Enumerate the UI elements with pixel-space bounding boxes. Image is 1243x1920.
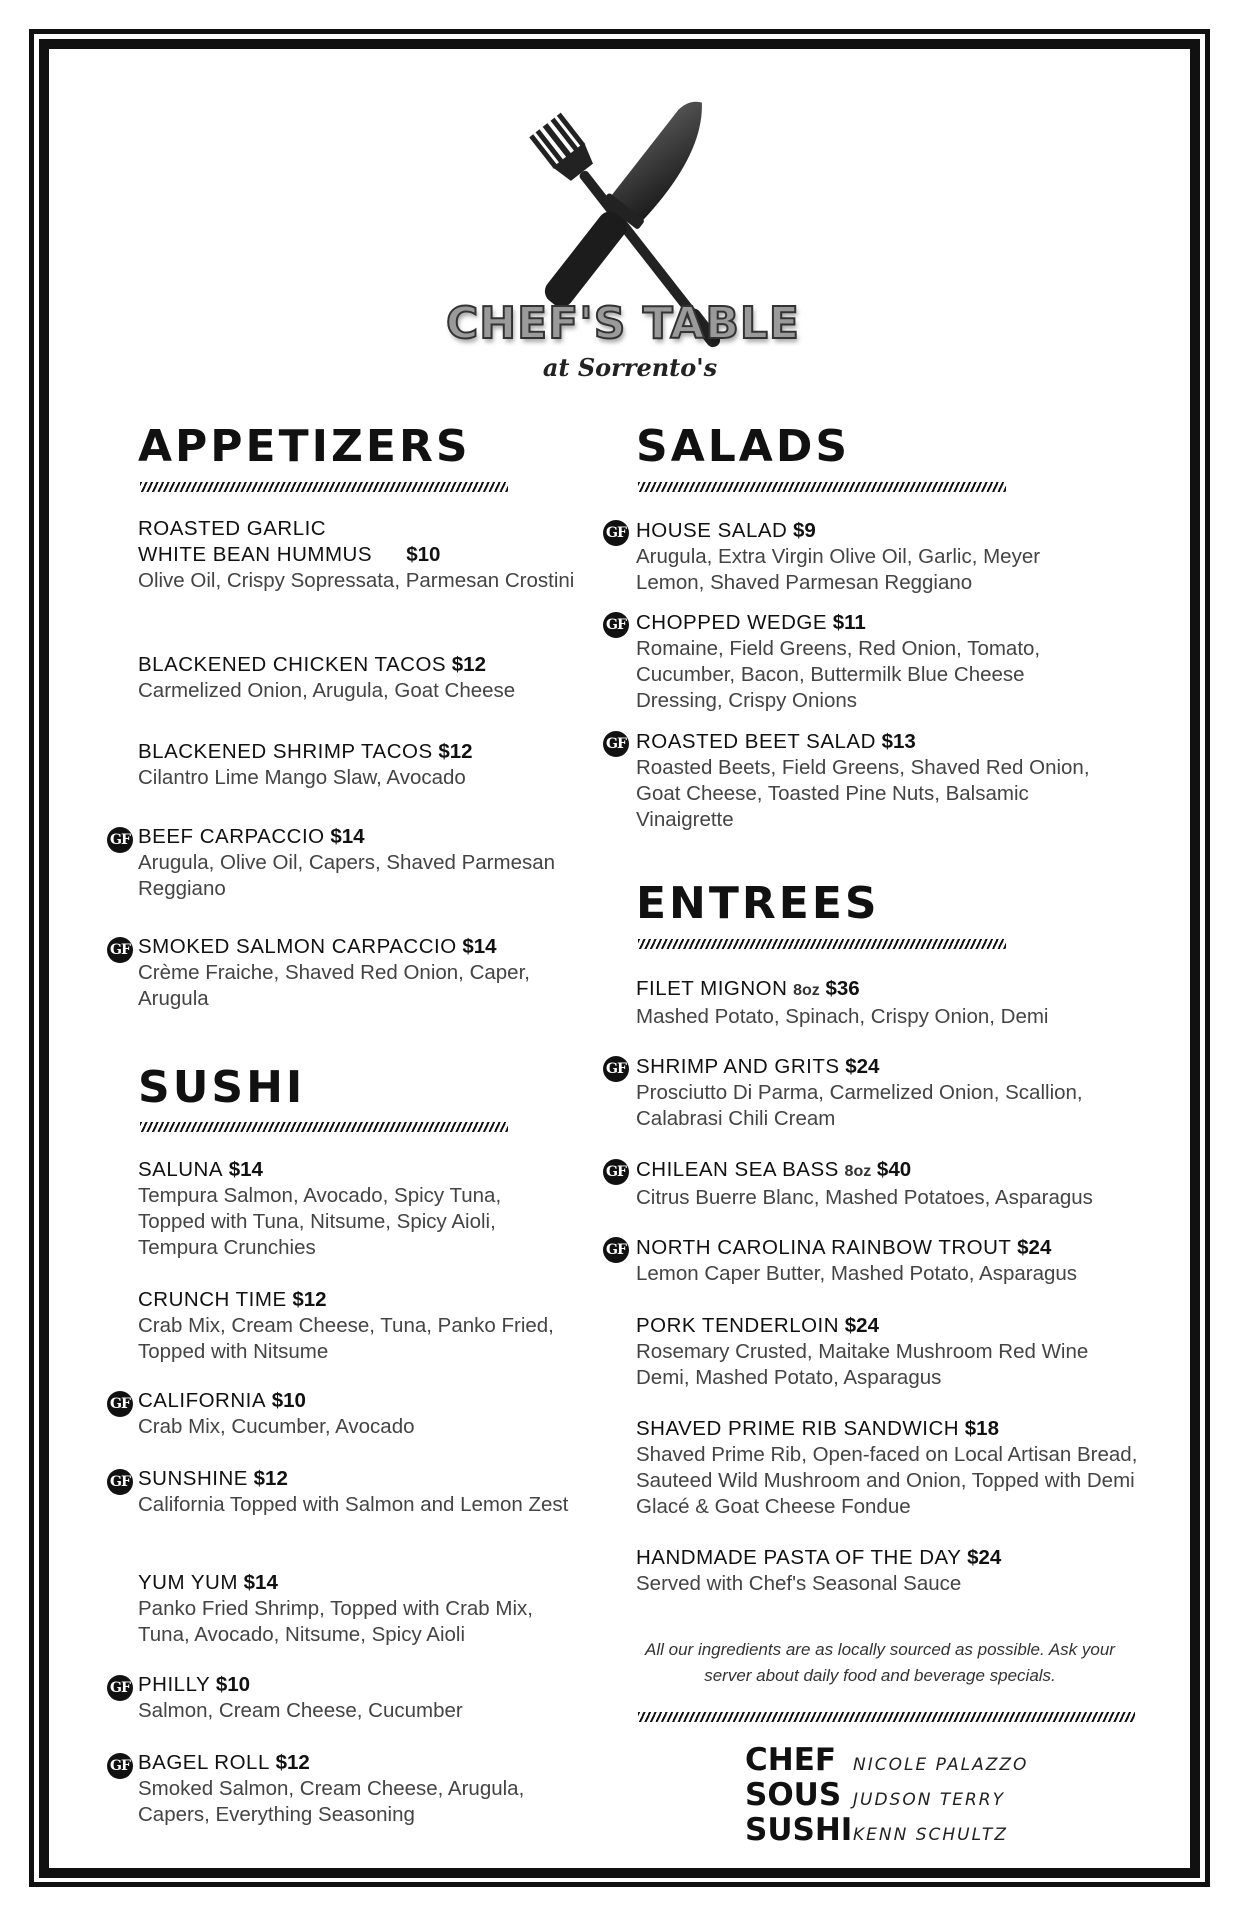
staff-row: SOUS JUDSON TERRY [745, 1777, 1005, 1813]
sushi-heading: SUSHI [138, 1062, 306, 1113]
gluten-free-badge-icon: GF [603, 612, 629, 638]
menu-item: BAGEL ROLL $12 Smoked Salmon, Cream Cheese, Arugula, Capers, Everything Seasoning [138, 1751, 525, 1826]
menu-item: FILET MIGNON 8oz $36 Mashed Potato, Spinach, Crispy Onion, Demi [636, 977, 1049, 1028]
sourcing-note: All our ingredients are as locally sourced as possible. Ask your server about daily food and beverage specials. [645, 1640, 1115, 1685]
gluten-free-badge-icon: GF [107, 1753, 133, 1779]
gluten-free-badge-icon: GF [603, 1237, 629, 1263]
menu-item: CHILEAN SEA BASS 8oz $40 Citrus Buerre Blanc, Mashed Potatoes, Asparagus [636, 1158, 1093, 1209]
menu-item: ROASTED BEET SALAD $13 Roasted Beets, Field Greens, Shaved Red Onion, Goat Cheese, Toasted Pine Nuts, Balsamic Vinaigrette [636, 730, 1090, 831]
section-divider [140, 1122, 508, 1132]
fork-knife-logo-icon [430, 95, 810, 395]
menu-item: SHAVED PRIME RIB SANDWICH $18 Shaved Prime Rib, Open-faced on Local Artisan Bread, Sauteed Wild Mushroom and Onion, Topped with Demi Glacé & Goat Cheese Fondue [636, 1417, 1138, 1518]
gluten-free-badge-icon: GF [603, 520, 629, 546]
gluten-free-badge-icon: GF [107, 1469, 133, 1495]
menu-item: BEEF CARPACCIO $14 Arugula, Olive Oil, Capers, Shaved Parmesan Reggiano [138, 825, 556, 900]
menu-item: NORTH CAROLINA RAINBOW TROUT $24 Lemon Caper Butter, Mashed Potato, Asparagus [636, 1236, 1078, 1285]
menu-item: CRUNCH TIME $12 Crab Mix, Cream Cheese, Tuna, Panko Fried, Topped with Nitsume [138, 1288, 554, 1363]
menu-item: HANDMADE PASTA OF THE DAY $24 Served with Chef's Seasonal Sauce [636, 1546, 1002, 1595]
menu-item: SHRIMP AND GRITS $24 Prosciutto Di Parma, Carmelized Onion, Scallion, Calabrasi Chili Cream [636, 1055, 1083, 1130]
gluten-free-badge-icon: GF [603, 731, 629, 757]
gluten-free-badge-icon: GF [603, 1056, 629, 1082]
logo-subtitle: at Sorrento's [542, 353, 718, 382]
gluten-free-badge-icon: GF [603, 1159, 629, 1185]
menu-item: PORK TENDERLOIN $24 Rosemary Crusted, Maitake Mushroom Red Wine Demi, Mashed Potato, Asparagus [636, 1314, 1089, 1389]
menu-item: SUNSHINE $12 California Topped with Salmon and Lemon Zest [138, 1467, 569, 1516]
menu-item: SMOKED SALMON CARPACCIO $14 Crème Fraiche, Shaved Red Onion, Caper, Arugula [138, 935, 530, 1010]
menu-item: CHOPPED WEDGE $11 Romaine, Field Greens, Red Onion, Tomato, Cucumber, Bacon, Buttermilk Blue Cheese Dressing, Crispy Onions [636, 611, 1041, 712]
gluten-free-badge-icon: GF [107, 1675, 133, 1701]
section-divider [638, 1712, 1135, 1722]
menu-item: YUM YUM $14 Panko Fried Shrimp, Topped with Crab Mix, Tuna, Avocado, Nitsume, Spicy Aioli [138, 1571, 533, 1646]
entrees-heading: ENTREES [636, 878, 880, 929]
menu-item: PHILLY $10 Salmon, Cream Cheese, Cucumber [138, 1673, 463, 1722]
section-divider [638, 939, 1006, 949]
menu-item: SALUNA $14 Tempura Salmon, Avocado, Spicy Tuna, Topped with Tuna, Nitsume, Spicy Aioli, Tempura Crunchies [138, 1158, 502, 1259]
staff-row: CHEF NICOLE PALAZZO [745, 1742, 1029, 1778]
logo-title: CHEF'S TABLE [446, 298, 800, 349]
staff-row: SUSHIKENN SCHULTZ [745, 1812, 1008, 1848]
section-divider [140, 482, 508, 492]
menu-item: HOUSE SALAD $9 Arugula, Extra Virgin Olive Oil, Garlic, Meyer Lemon, Shaved Parmesan Reggiano [636, 519, 1041, 594]
section-divider [638, 482, 1006, 492]
salads-heading: SALADS [636, 421, 851, 472]
gluten-free-badge-icon: GF [107, 1391, 133, 1417]
menu-item: BLACKENED CHICKEN TACOS $12 Carmelized Onion, Arugula, Goat Cheese [138, 653, 516, 702]
menu-item: CALIFORNIA $10 Crab Mix, Cucumber, Avocado [138, 1389, 415, 1438]
appetizers-heading: APPETIZERS [138, 421, 471, 472]
gluten-free-badge-icon: GF [107, 937, 133, 963]
menu-item: ROASTED GARLIC WHITE BEAN HUMMUS $10 Olive Oil, Crispy Sopressata, Parmesan Crostini [138, 517, 575, 592]
menu-item: BLACKENED SHRIMP TACOS $12 Cilantro Lime Mango Slaw, Avocado [138, 740, 473, 789]
gluten-free-badge-icon: GF [107, 827, 133, 853]
